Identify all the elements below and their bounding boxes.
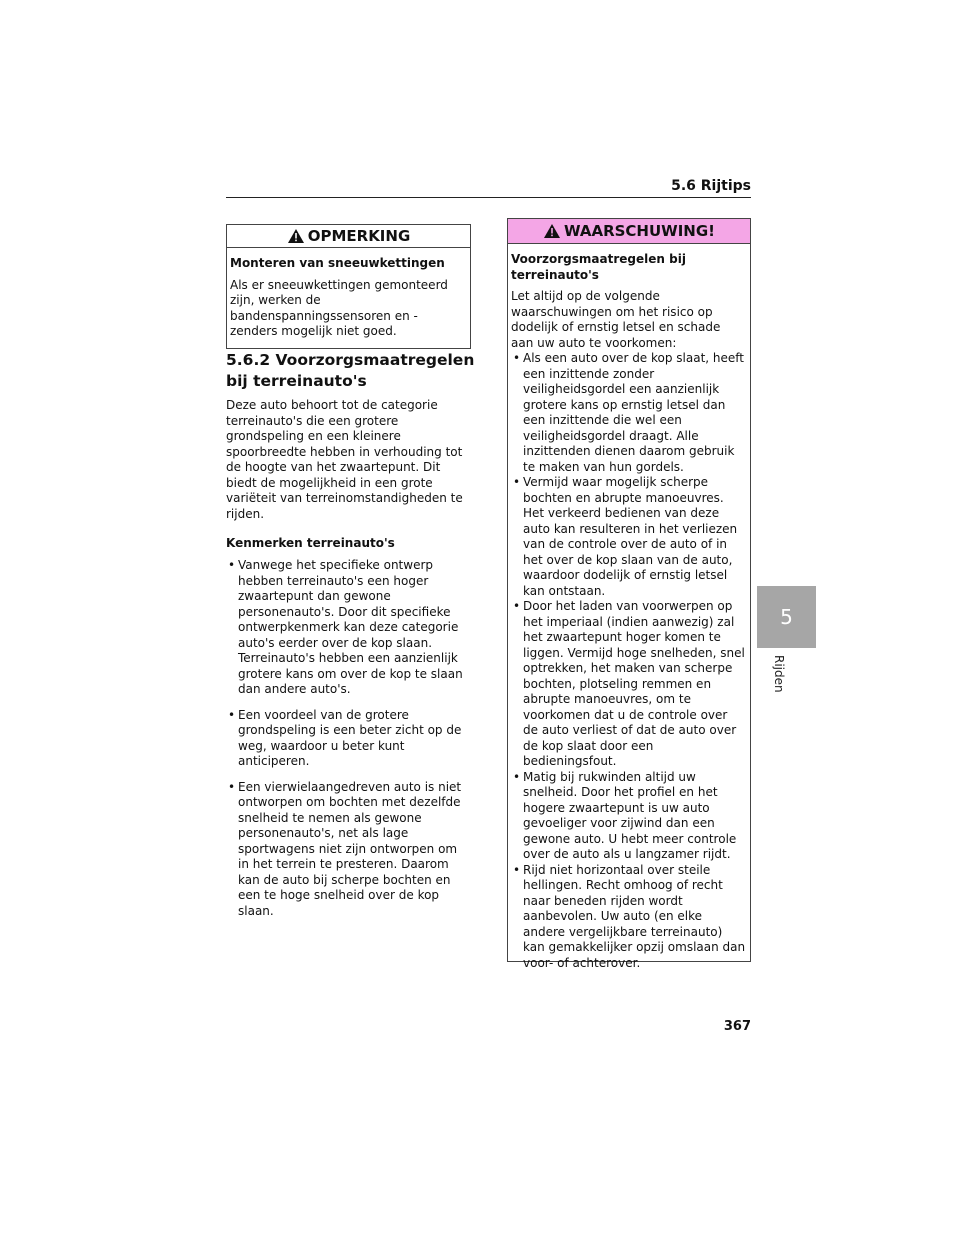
list-item: • Rijd niet horizontaal over steile hellingen. Recht omhoog of recht naar beneden rijden wordt aanbevolen. Uw auto (en elke andere vergelijkbare terreinauto) kan gemakkelijker opzij omslaan dan voor- of achterover. bbox=[511, 863, 746, 972]
list-item: • Door het laden van voorwerpen op het imperiaal (indien aanwezig) zal het zwaartepunt hoger komen te liggen. Vermijd hoge snelheden, snel optrekken, het maken van scherpe bochten, plotseling remmen en abrupte manoeuvres, om te voorkomen dat u de controle over de auto verliest of dat de auto over de kop slaat door een bedieningsfout. bbox=[511, 599, 746, 770]
section-heading: 5.6.2 Voorzorgsmaatregelen bij terreinauto's bbox=[226, 351, 475, 390]
features-list bbox=[226, 558, 471, 919]
chapter-tab: 5 bbox=[757, 586, 816, 648]
alert-triangle-icon bbox=[543, 223, 561, 239]
warning-heading: Voorzorgsmaatregelen bij terreinauto's bbox=[511, 252, 686, 282]
list-item: • Matig bij rukwinden altijd uw snelheid. Door het profiel en het hogere zwaartepunt is uw auto gevoeliger voor zijwind dan een gewone auto. U hebt meer controle over de auto als u langzamer rijdt. bbox=[511, 770, 746, 863]
page-number: 367 bbox=[723, 1019, 751, 1034]
note-title: OPMERKING bbox=[307, 227, 411, 245]
section-subheading: Kenmerken terreinauto's bbox=[226, 536, 395, 550]
warning-header bbox=[508, 219, 750, 244]
list-item: • Vermijd waar mogelijk scherpe bochten en abrupte manoeuvres. Het verkeerd bedienen van deze auto kan resulteren in het verliezen van de controle over de auto of in het over de kop slaan van de auto, waardoor dodelijk of ernstig letsel kan ontstaan. bbox=[511, 475, 746, 599]
note-heading: Monteren van sneeuwkettingen bbox=[230, 256, 445, 270]
chapter-label: Rijden bbox=[772, 655, 786, 693]
warning-title: WAARSCHUWING! bbox=[563, 222, 716, 240]
note-header bbox=[227, 225, 470, 248]
note-box bbox=[226, 224, 471, 349]
list-item: • Een vierwielaangedreven auto is niet ontworpen om bochten met dezelfde snelheid te nemen als gewone personenauto's, net als lage sportwagens niet zijn ontworpen om in het terrein te presteren. Daarom kan de auto bij scherpe bochten en een te hoge snelheid over de kop slaan. bbox=[226, 780, 471, 920]
warning-intro: Let altijd op de volgende waarschuwingen om het risico op dodelijk of ernstig letsel en schade aan uw auto te voorkomen: bbox=[511, 289, 721, 350]
section-title: 5.6 Rijtips bbox=[671, 178, 751, 194]
header-divider bbox=[226, 197, 751, 198]
warning-list bbox=[511, 351, 746, 971]
list-item: • Vanwege het specifieke ontwerp hebben terreinauto's een hoger zwaartepunt dan gewone personenauto's. Door dit specifieke ontwerpkenmerk kan deze categorie auto's eerder over de kop slaan. Terreinauto's hebben een aanzienlijk grotere kans om over de kop te slaan dan andere auto's. bbox=[226, 558, 471, 698]
warning-box bbox=[507, 218, 751, 970]
section-body bbox=[226, 398, 471, 929]
list-item: • Als een auto over de kop slaat, heeft een inzittende zonder veiligheidsgordel een aanzienlijk grotere kans op ernstig letsel dan een inzittende die wel een veiligheidsgordel draagt. Alle inzittenden dienen daarom gebruik te maken van hun gordels. bbox=[511, 351, 746, 475]
section-intro: Deze auto behoort tot de categorie terreinauto's die een grotere grondspeling en een kleinere spoorbreedte hebben in verhouding tot de hoogte van het zwaartepunt. Dit biedt de mogelijkheid in een grote variëteit van terreinomstandigheden te rijden. bbox=[226, 398, 463, 521]
list-item: • Een voordeel van de grotere grondspeling is een beter zicht op de weg, waardoor u beter kunt anticiperen. bbox=[226, 708, 471, 770]
note-text: Als er sneeuwkettingen gemonteerd zijn, werken de bandenspanningssensoren en -zenders mogelijk niet goed. bbox=[230, 277, 448, 338]
alert-triangle-icon bbox=[287, 228, 305, 244]
